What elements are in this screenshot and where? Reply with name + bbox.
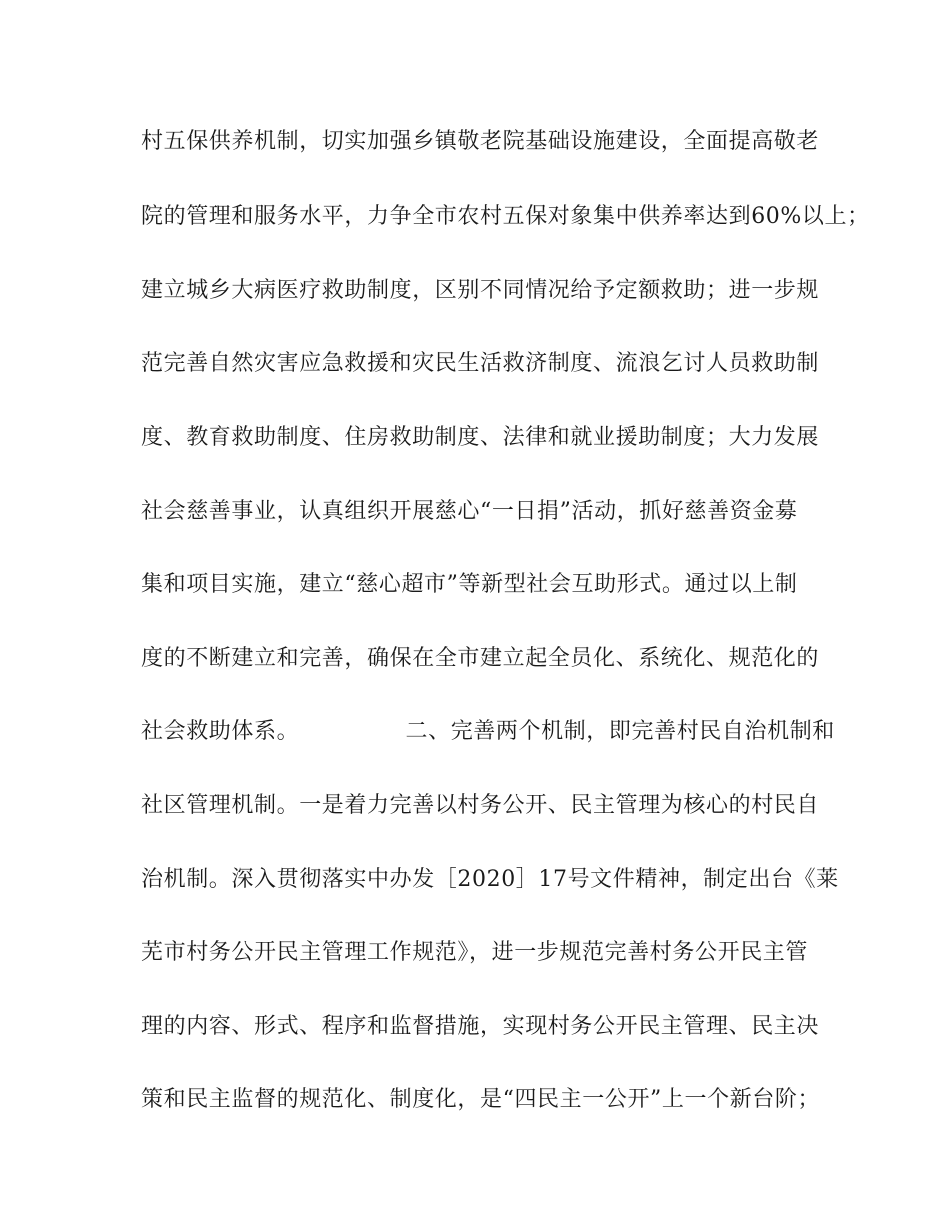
body-text-line-11: 治机制。深入贯彻落实中办发［2020］17号文件精神，制定出台《莱: [141, 867, 839, 892]
body-text-line-10: 社区管理机制。一是着力完善以村务公开、民主管理为核心的村民自: [141, 793, 820, 818]
body-text-line-5: 度、教育救助制度、住房救助制度、法律和就业援助制度；大力发展: [141, 425, 820, 450]
body-text-line-8: 度的不断建立和完善，确保在全市建立起全员化、系统化、规范化的: [141, 646, 820, 671]
body-text-line-14: 策和民主监督的规范化、制度化，是“四民主一公开”上一个新台阶；: [141, 1087, 821, 1112]
body-text-line-7: 集和项目实施，建立“慈心超市”等新型社会互助形式。通过以上制: [141, 572, 798, 597]
body-text-line-1: 村五保供养机制，切实加强乡镇敬老院基础设施建设，全面提高敬老: [141, 129, 820, 154]
body-text-line-3: 建立城乡大病医疗救助制度，区别不同情况给予定额救助；进一步规: [141, 278, 820, 303]
body-text-line-6: 社会慈善事业，认真组织开展慈心“一日捐”活动，抓好慈善资金募: [141, 499, 798, 524]
body-text-line-12: 芜市村务公开民主管理工作规范》，进一步规范完善村务公开民主管: [141, 940, 809, 965]
body-text-line-13: 理的内容、形式、程序和监督措施，实现村务公开民主管理、民主决: [141, 1014, 820, 1039]
body-text-line-2: 院的管理和服务水平，力争全市农村五保对象集中供养率达到60%以上；: [141, 204, 870, 229]
body-text-line-9: 社会救助体系。 二、完善两个机制，即完善村民自治机制和: [141, 719, 835, 744]
body-text-line-4: 范完善自然灾害应急救援和灾民生活救济制度、流浪乞讨人员救助制: [141, 351, 820, 376]
